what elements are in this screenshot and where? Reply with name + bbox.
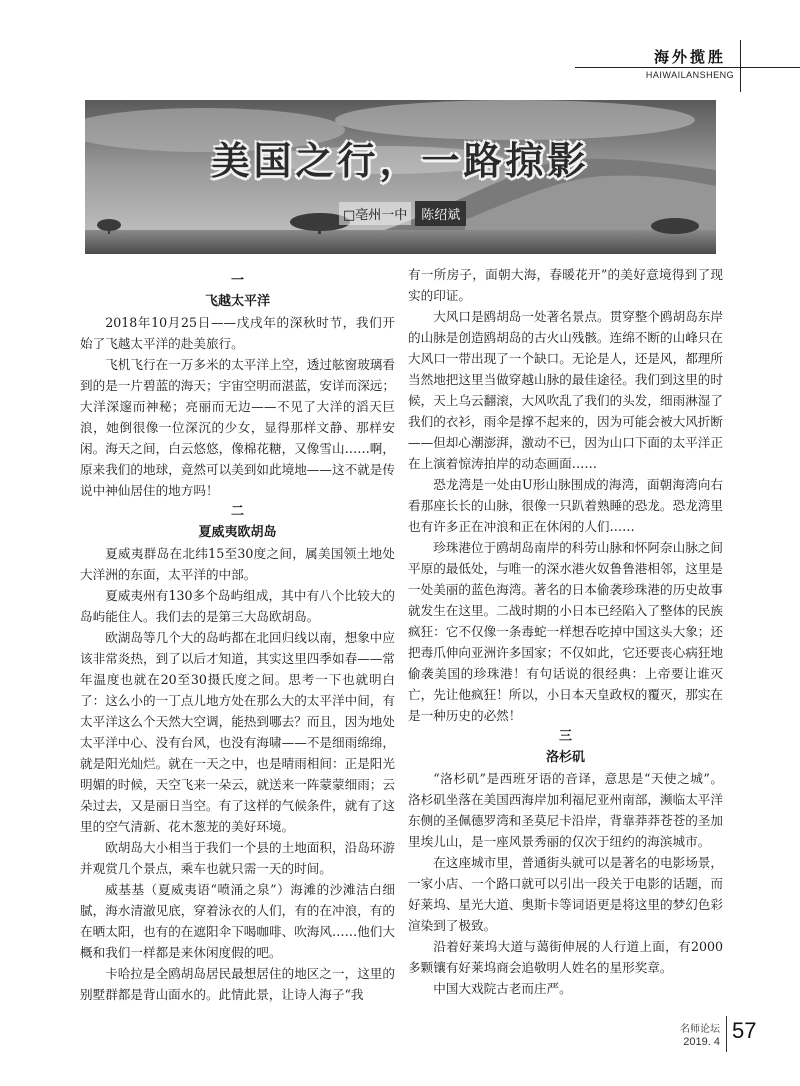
byline-author: 陈绍斌 <box>415 201 466 226</box>
paragraph: 欧湖岛等几个大的岛屿都在北回归线以南，想象中应该非常炎热，到了以后才知道，其实这里四季如春——常年温度也就在20至30摄氏度之间。思考一下也就明白了：这么小的一丁点儿地方处在那么大的太平洋中间，有太平洋这么个天然大空调，能热到哪去？而且，因为地处太平洋中心、没有台风，也没有海啸——不是细雨绵绵，就是阳光灿烂。就在一天之中，也是晴雨相间：正是阳光明媚的时候，天空飞来一朵云，就送来一阵蒙蒙细雨；云朵过去，又是丽日当空。有了这样的气候条件，就有了这里的空气清新、花木葱茏的美好环境。 <box>80 630 395 834</box>
paragraph: 2018年10月25日——戊戌年的深秋时节，我们开始了飞越太平洋的赴美旅行。 <box>80 315 395 351</box>
section-number: 一 <box>230 273 244 288</box>
right-column <box>408 264 723 999</box>
header-rule <box>575 67 800 68</box>
banner-image <box>85 100 716 254</box>
byline <box>339 202 466 224</box>
paragraph: 大风口是鸥胡岛一处著名景点。贯穿整个鸥胡岛东岸的山脉是创造鸥胡岛的古火山残骸。连绵不断的山峰只在大风口一带出现了一个缺口。无论是人，还是风，都理所当然地把这里当做穿越山脉的最佳途径。我们到这里的时候，天上乌云翻滚，大风吹乱了我们的头发，细雨淋湿了我们的衣衫，雨伞是撑不起来的，因为可能会被大风折断——但却心潮澎湃，激动不已，因为山口下面的太平洋正在上演着惊涛拍岸的动态画面…… <box>408 309 723 471</box>
section-number: 二 <box>230 504 244 519</box>
section-number: 三 <box>558 729 572 744</box>
section-title: 海外揽胜 <box>653 48 726 66</box>
paragraph: 威基基（夏威夷语“喷涌之泉”）海滩的沙滩洁白细腻，海水清澈见底，穿着泳衣的人们，有的在冲浪，有的在晒太阳，也有的在遮阳伞下喝咖啡、吹海风……他们大概和我们一样都是来休闲度假的吧。 <box>80 882 395 960</box>
paragraph: 飞机飞行在一万多米的太平洋上空，透过舷窗玻璃看到的是一片碧蓝的海天；宇宙空明而湛蓝，安详而深远；大洋深邃而神秘；亮丽而无边——不见了大洋的滔天巨浪，她倒很像一位深沉的少女，显得那样文静、那样安闲。海天之间，白云悠悠，像棉花糖，又像雪山……啊，原来我们的地球，竟然可以美到如此境地——这不就是传说中神仙居住的地方吗！ <box>80 357 395 498</box>
section-heading: 洛杉矶 <box>545 750 585 765</box>
left-column <box>80 270 395 1005</box>
page-number: 57 <box>732 1018 757 1043</box>
section-pinyin: HAIWAILANSHENG <box>645 70 735 80</box>
paragraph: 沿着好莱坞大道与蔼街伸展的人行道上面，有2000多颗镶有好莱坞商会追敬明人姓名的星形奖章。 <box>408 939 723 975</box>
paragraph: 卡哈拉是全鸥胡岛居民最想居住的地区之一，这里的别墅群都是背山面水的。此情此景，让诗人海子“我 <box>80 966 395 1002</box>
byline-school: □亳州一中 <box>339 202 411 225</box>
footer-divider <box>726 1016 727 1052</box>
paragraph: 夏威夷群岛在北纬15至30度之间，属美国领土地处大洋洲的东面，太平洋的中部。 <box>80 546 395 582</box>
paragraph: 在这座城市里，普通街头就可以是著名的电影场景，一家小店、一个路口就可以引出一段关于电影的话题，而好莱坞、星光大道、奥斯卡等词语更是将这里的梦幻色彩渲染到了极致。 <box>408 855 723 933</box>
paragraph: 夏威夷州有130多个岛屿组成，其中有八个比较大的岛屿能住人。我们去的是第三大岛欧胡岛。 <box>80 588 395 624</box>
journal-name: 名师论坛 <box>680 1024 720 1035</box>
section-heading: 夏威夷欧胡岛 <box>198 525 277 540</box>
paragraph: 有一所房子，面朝大海，春暖花开”的美好意境得到了现实的印证。 <box>408 267 723 303</box>
paragraph: 中国大戏院古老而庄严。 <box>433 981 572 996</box>
paragraph: 恐龙湾是一处由U形山脉围成的海湾，面朝海湾向右看那座长长的山脉，很像一只趴着熟睡的恐龙。恐龙湾里也有许多正在冲浪和正在休闲的人们…… <box>408 477 723 534</box>
paragraph: 欧胡岛大小相当于我们一个县的土地面积，沿岛环游并观赏几个景点，乘车也就只需一天的时间。 <box>80 840 395 876</box>
paragraph: 珍珠港位于鸥胡岛南岸的科劳山脉和怀阿奈山脉之间平原的最低处，与唯一的深水港火奴鲁鲁港相邻，这里是一处美丽的蓝色海湾。著名的日本偷袭珍珠港的历史故事就发生在这里。二战时期的小日本已经陷入了整体的民族疯狂：它不仅像一条毒蛇一样想吞吃掉中国这头大象；还把毒爪伸向亚洲许多国家；不仅如此，它还要丧心病狂地偷袭美国的珍珠港！有句话说的很经典：上帝要让谁灭亡，先让他疯狂！所以，小日本天皇政权的覆灭，那实在是一种历史的必然！ <box>408 540 723 723</box>
section-heading: 飞越太平洋 <box>204 294 270 309</box>
article-title: 美国之行，一路掠影 <box>211 139 590 183</box>
paragraph: “洛杉矶”是西班牙语的音译，意思是“天使之城”。洛杉矶坐落在美国西海岸加利福尼亚州南部，濒临太平洋东侧的圣佩德罗湾和圣莫尼卡沿岸，背靠莽莽苍苍的圣加里埃儿山，是一座风景秀丽的仅次于纽约的海滨城市。 <box>408 771 723 849</box>
header-divider <box>740 40 741 92</box>
issue-number: 2019. 4 <box>683 1036 720 1048</box>
